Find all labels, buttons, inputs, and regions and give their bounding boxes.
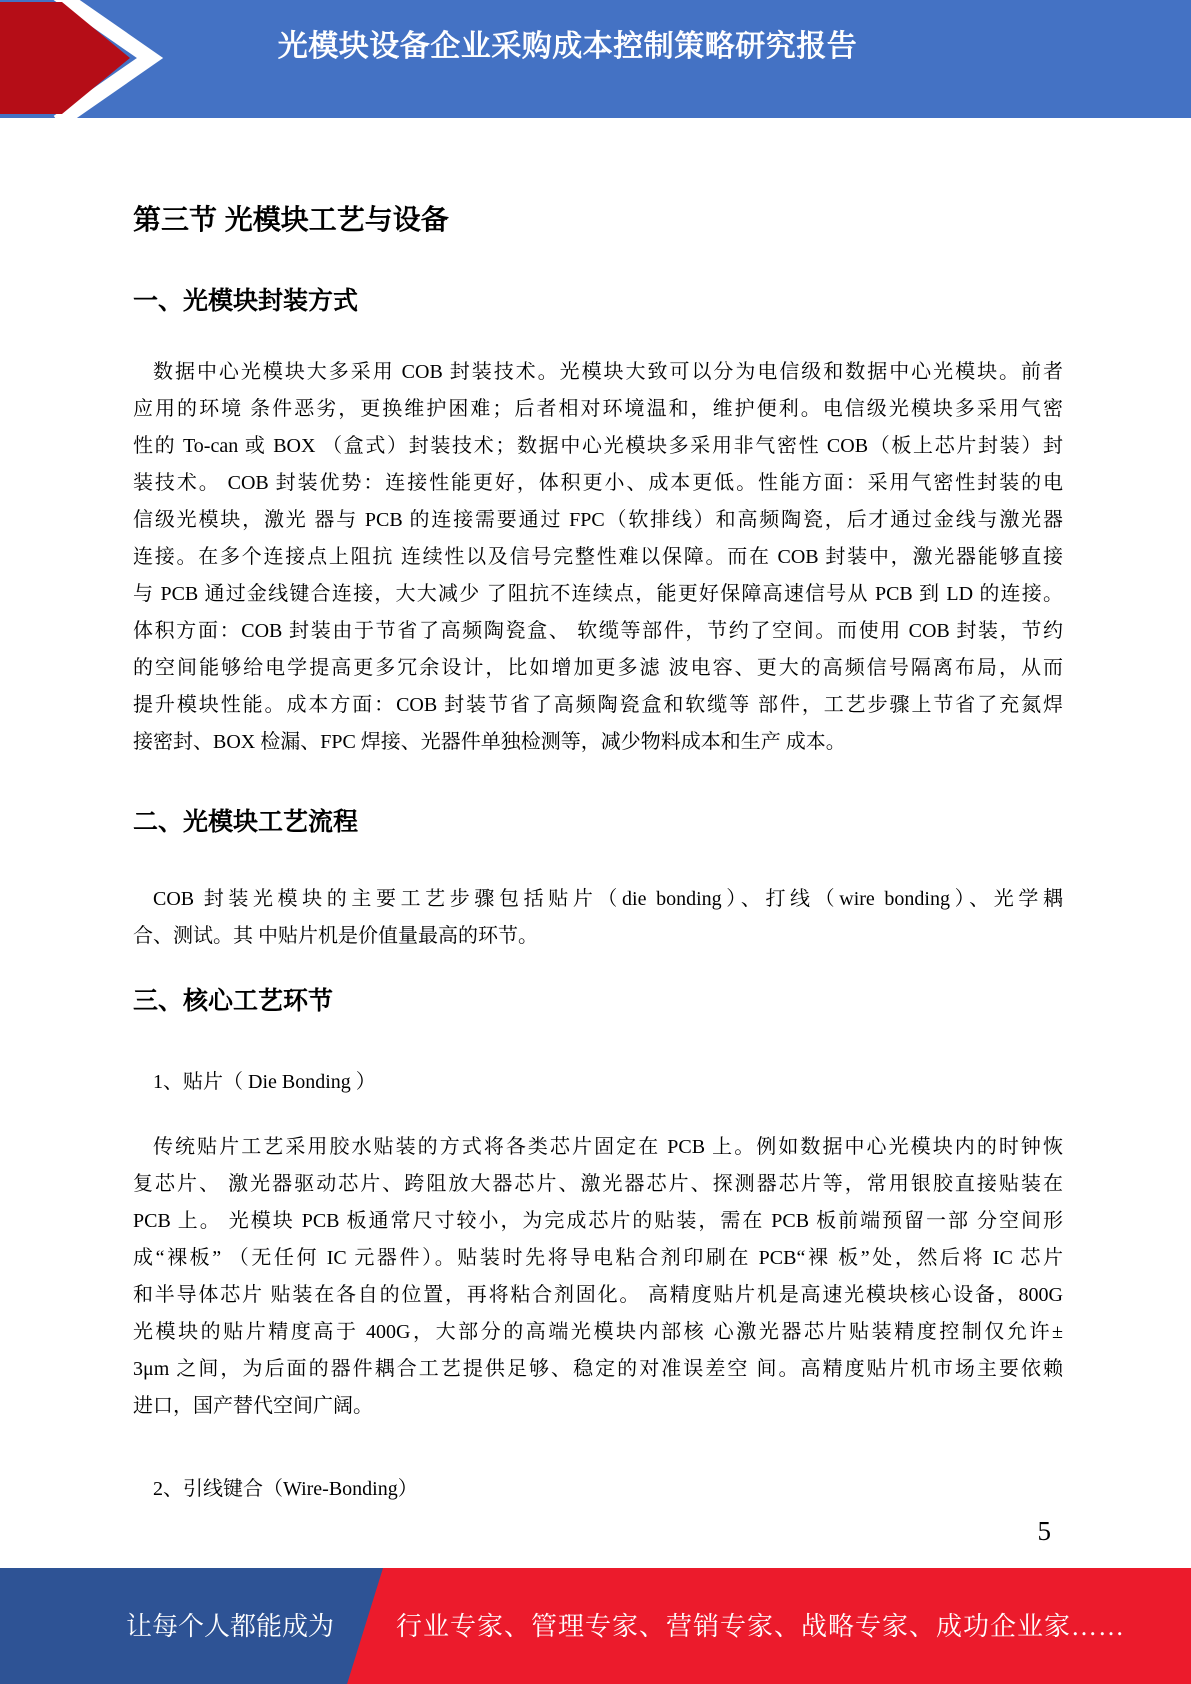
report-title: 光模块设备企业采购成本控制策略研究报告 [277,30,858,63]
text-line: 体积方面：COB 封装由于节省了高频陶瓷盒、 软缆等部件，节约了空间。而使用 COB 封装，节约 [133,620,1063,642]
document-content [133,118,1063,1508]
paragraph-die-bonding [133,1129,1063,1425]
text-line: 信级光模块，激光 器与 PCB 的连接需要通过 FPC（软排线）和高频陶瓷，后才通过金线与激光器 [133,509,1063,531]
section-heading-1: 一、光模块封装方式 [133,287,359,315]
paragraph-process-flow [133,881,1063,955]
text-line: 成“裸板” （无任何 IC 元器件）。贴装时先将导电粘合剂印刷在 PCB“裸 板”处，然后将 IC 芯片 [133,1247,1063,1269]
text-line: 连接。在多个连接点上阻抗 连续性以及信号完整性难以保障。而在 COB 封装中，激光器能够直接 [133,546,1063,568]
section-heading-2: 二、光模块工艺流程 [133,808,359,836]
subitem-heading-die-bonding: 1、贴片（ Die Bonding ） [153,1071,376,1093]
text-line: 接密封、BOX 检漏、FPC 焊接、光器件单独检测等，减少物料成本和生产 成本。 [133,731,846,753]
footer-slogan-left: 让每个人都能成为 [125,1612,334,1641]
text-line: 与 PCB 通过金线键合连接，大大减少 了阻抗不连续点，能更好保障高速信号从 PCB 到 LD 的连接。 [133,583,1063,605]
text-line: 光模块的贴片精度高于 400G，大部分的高端光模块内部核 心激光器芯片贴装精度控制仅允许± [133,1321,1063,1343]
text-line: 传统贴片工艺采用胶水贴装的方式将各类芯片固定在 PCB 上。例如数据中心光模块内的时钟恢 [153,1136,1063,1158]
text-line: 装技术。 COB 封装优势：连接性能更好，体积更小、成本更低。性能方面：采用气密性封装的电 [133,472,1063,494]
page-number: 5 [1037,1516,1051,1546]
text-line: COB 封装光模块的主要工艺步骤包括贴片（die bonding）、打线（wire bonding）、光学耦 [153,888,1063,910]
text-line: 应用的环境 条件恶劣，更换维护困难；后者相对环境温和，维护便利。电信级光模块多采用气密 [133,398,1063,420]
text-line: PCB 上。 光模块 PCB 板通常尺寸较小，为完成芯片的贴装，需在 PCB 板前端预留一部 分空间形 [133,1210,1063,1232]
text-line: 的空间能够给电学提高更多冗余设计，比如增加更多滤 波电容、更大的高频信号隔离布局，从而 [133,657,1063,679]
text-line: 合、测试。其 中贴片机是价值量最高的环节。 [133,925,538,947]
section-heading-3: 三、核心工艺环节 [133,987,334,1015]
text-line: 进口，国产替代空间广阔。 [133,1395,373,1417]
text-line: 提升模块性能。成本方面：COB 封装节省了高频陶瓷盒和软缆等 部件，工艺步骤上节省了充氮焊 [133,694,1063,716]
text-line: 和半导体芯片 贴装在各自的位置，再将粘合剂固化。 高精度贴片机是高速光模块核心设备，800G [133,1284,1063,1306]
subitem-heading-wire-bonding: 2、引线键合（Wire-Bonding） [153,1478,418,1500]
paragraph-packaging [133,354,1063,761]
text-line: 复芯片、 激光器驱动芯片、跨阻放大器芯片、激光器芯片、探测器芯片等，常用银胶直接贴装在 [133,1173,1063,1195]
text-line: 数据中心光模块大多采用 COB 封装技术。光模块大致可以分为电信级和数据中心光模块。前者 [153,361,1063,383]
chapter-heading: 第三节 光模块工艺与设备 [133,204,449,235]
footer-slogan-right: 行业专家、管理专家、营销专家、战略专家、成功企业家…… [396,1612,1126,1641]
page-header-banner [0,0,1191,118]
page-footer [0,1568,1191,1684]
text-line: 3μm 之间，为后面的器件耦合工艺提供足够、稳定的对准误差空 间。高精度贴片机市场主要依赖 [133,1358,1063,1380]
text-line: 性的 To-can 或 BOX （盒式）封装技术；数据中心光模块多采用非气密性 COB（板上芯片封装）封 [133,435,1063,457]
